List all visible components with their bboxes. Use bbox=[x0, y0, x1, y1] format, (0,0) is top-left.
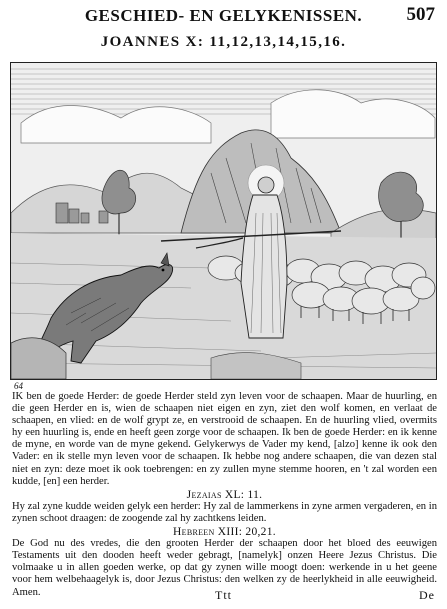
isaiah-40-passage: Hy zal zyne kudde weiden gelyk een herder: Hy zal de lammerkens in zyne armen vergaderen, en in zynen schoot draagen: de zoogende zal hy zachtkens leiden. bbox=[12, 500, 437, 524]
plate-number: 64 bbox=[14, 381, 23, 391]
engraving-illustration bbox=[11, 63, 436, 379]
running-head bbox=[0, 6, 447, 28]
hebrews-reference: Hebreen XIII: 20,21. bbox=[173, 526, 276, 539]
signature-mark: Ttt bbox=[215, 588, 232, 602]
page-title: GESCHIED- EN GELYKENISSEN. bbox=[84, 6, 363, 25]
catchword: De bbox=[419, 588, 435, 602]
page-number: 507 bbox=[406, 4, 435, 25]
hebrews-13-passage: De God nu des vredes, die den grooten Herder der schaapen door het bloed des eeuwigen Testaments uit den dooden heeft weder gebragt, [namelyk] onzen Heere Jezus Christus. Die volmaake u in allen goeden werke, op dat gy zynen wille moogt doen: werkende in u het geene voor hem welbehaagelyk is, door Jezus Christus: den welken zy de heerlykheid in alle eeuwigheid. Amen. bbox=[12, 538, 437, 598]
engraving-plate bbox=[10, 62, 437, 380]
scripture-text bbox=[12, 391, 437, 599]
page-footer bbox=[0, 588, 447, 606]
scripture-reference-heading: JOANNES X: 11,12,13,14,15,16. bbox=[100, 34, 347, 50]
john-10-passage: IK ben de goede Herder: de goede Herder steld zyn leven voor de schaapen. Maar de huurling, en die geen Herder en is, wien de schaapen niet eigen en zyn, ziet den wolf komen, en verlaat de schaapen, en vlied: en de wolf grypt ze, en verstrooid de schaapen. En de huurling vlied, overmits hy een huurling is, ende en heeft geen zorge voor de schaapen. Ik ben de goede Herder: en ik kenne de myne, en worde van de myne gekend. Gelykerwys de Vader my kend, [alzo] kenne ik ook den Vader: en ik stelle myn leven voor de schaapen. Ik hebbe nog andere schaapen, die van dezen stal niet en zyn: deze moet ik ook toebrengen: en zy zullen myne stemme hooren, en 't zal worden een kudde, [en] een herder. bbox=[12, 391, 437, 487]
isaiah-reference: Jezaias XL: 11. bbox=[186, 488, 263, 501]
